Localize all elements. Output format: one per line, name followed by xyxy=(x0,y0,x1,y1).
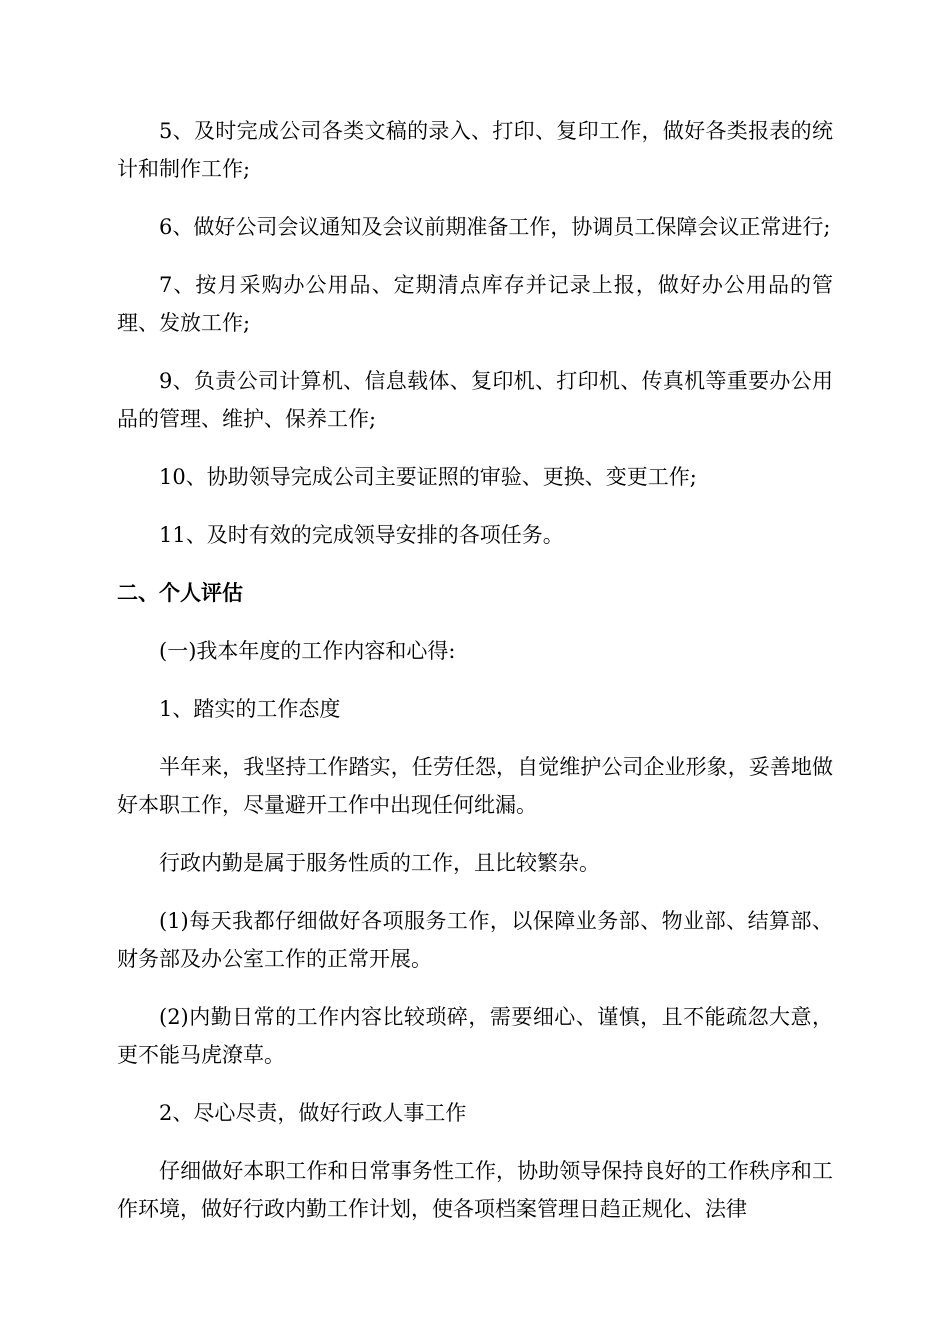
list-item-11: 11、及时有效的完成领导安排的各项任务。 xyxy=(159,523,564,547)
body-paragraph: 仔细做好本职工作和日常事务性工作，协助领导保持良好的工作秩序和工作环境，做好行政内勤工作计划，使各项档案管理日趋正规化、法律 xyxy=(117,1159,833,1221)
list-item-9: 9、负责公司计算机、信息载体、复印机、打印机、传真机等重要办公用品的管理、维护、保养工作; xyxy=(117,369,833,431)
body-paragraph: (2)内勤日常的工作内容比较琐碎，需要细心、谨慎，且不能疏忽大意，更不能马虎潦草。 xyxy=(117,1005,833,1067)
document-body xyxy=(117,112,833,1248)
body-paragraph: (1)每天我都仔细做好各项服务工作，以保障业务部、物业部、结算部、财务部及办公室工作的正常开展。 xyxy=(117,909,833,971)
body-paragraph: 行政内勤是属于服务性质的工作，且比较繁杂。 xyxy=(159,851,600,875)
section-heading: 二、个人评估 xyxy=(117,580,243,605)
list-item-6: 6、做好公司会议通知及会议前期准备工作，协调员工保障会议正常进行; xyxy=(159,215,831,239)
subsection-title: (一)我本年度的工作内容和心得: xyxy=(159,639,456,663)
body-paragraph: 半年来，我坚持工作踏实，任劳任怨，自觉维护公司企业形象，妥善地做好本职工作，尽量避开工作中出现任何纰漏。 xyxy=(117,755,833,817)
list-item-7: 7、按月采购办公用品、定期清点库存并记录上报，做好办公用品的管理、发放工作; xyxy=(117,273,833,335)
point-title-1: 1、踏实的工作态度 xyxy=(159,697,341,721)
list-item-10: 10、协助领导完成公司主要证照的审验、更换、变更工作; xyxy=(159,465,697,489)
list-item-5: 5、及时完成公司各类文稿的录入、打印、复印工作，做好各类报表的统计和制作工作; xyxy=(117,119,833,181)
point-title-2: 2、尽心尽责，做好行政人事工作 xyxy=(159,1101,467,1125)
